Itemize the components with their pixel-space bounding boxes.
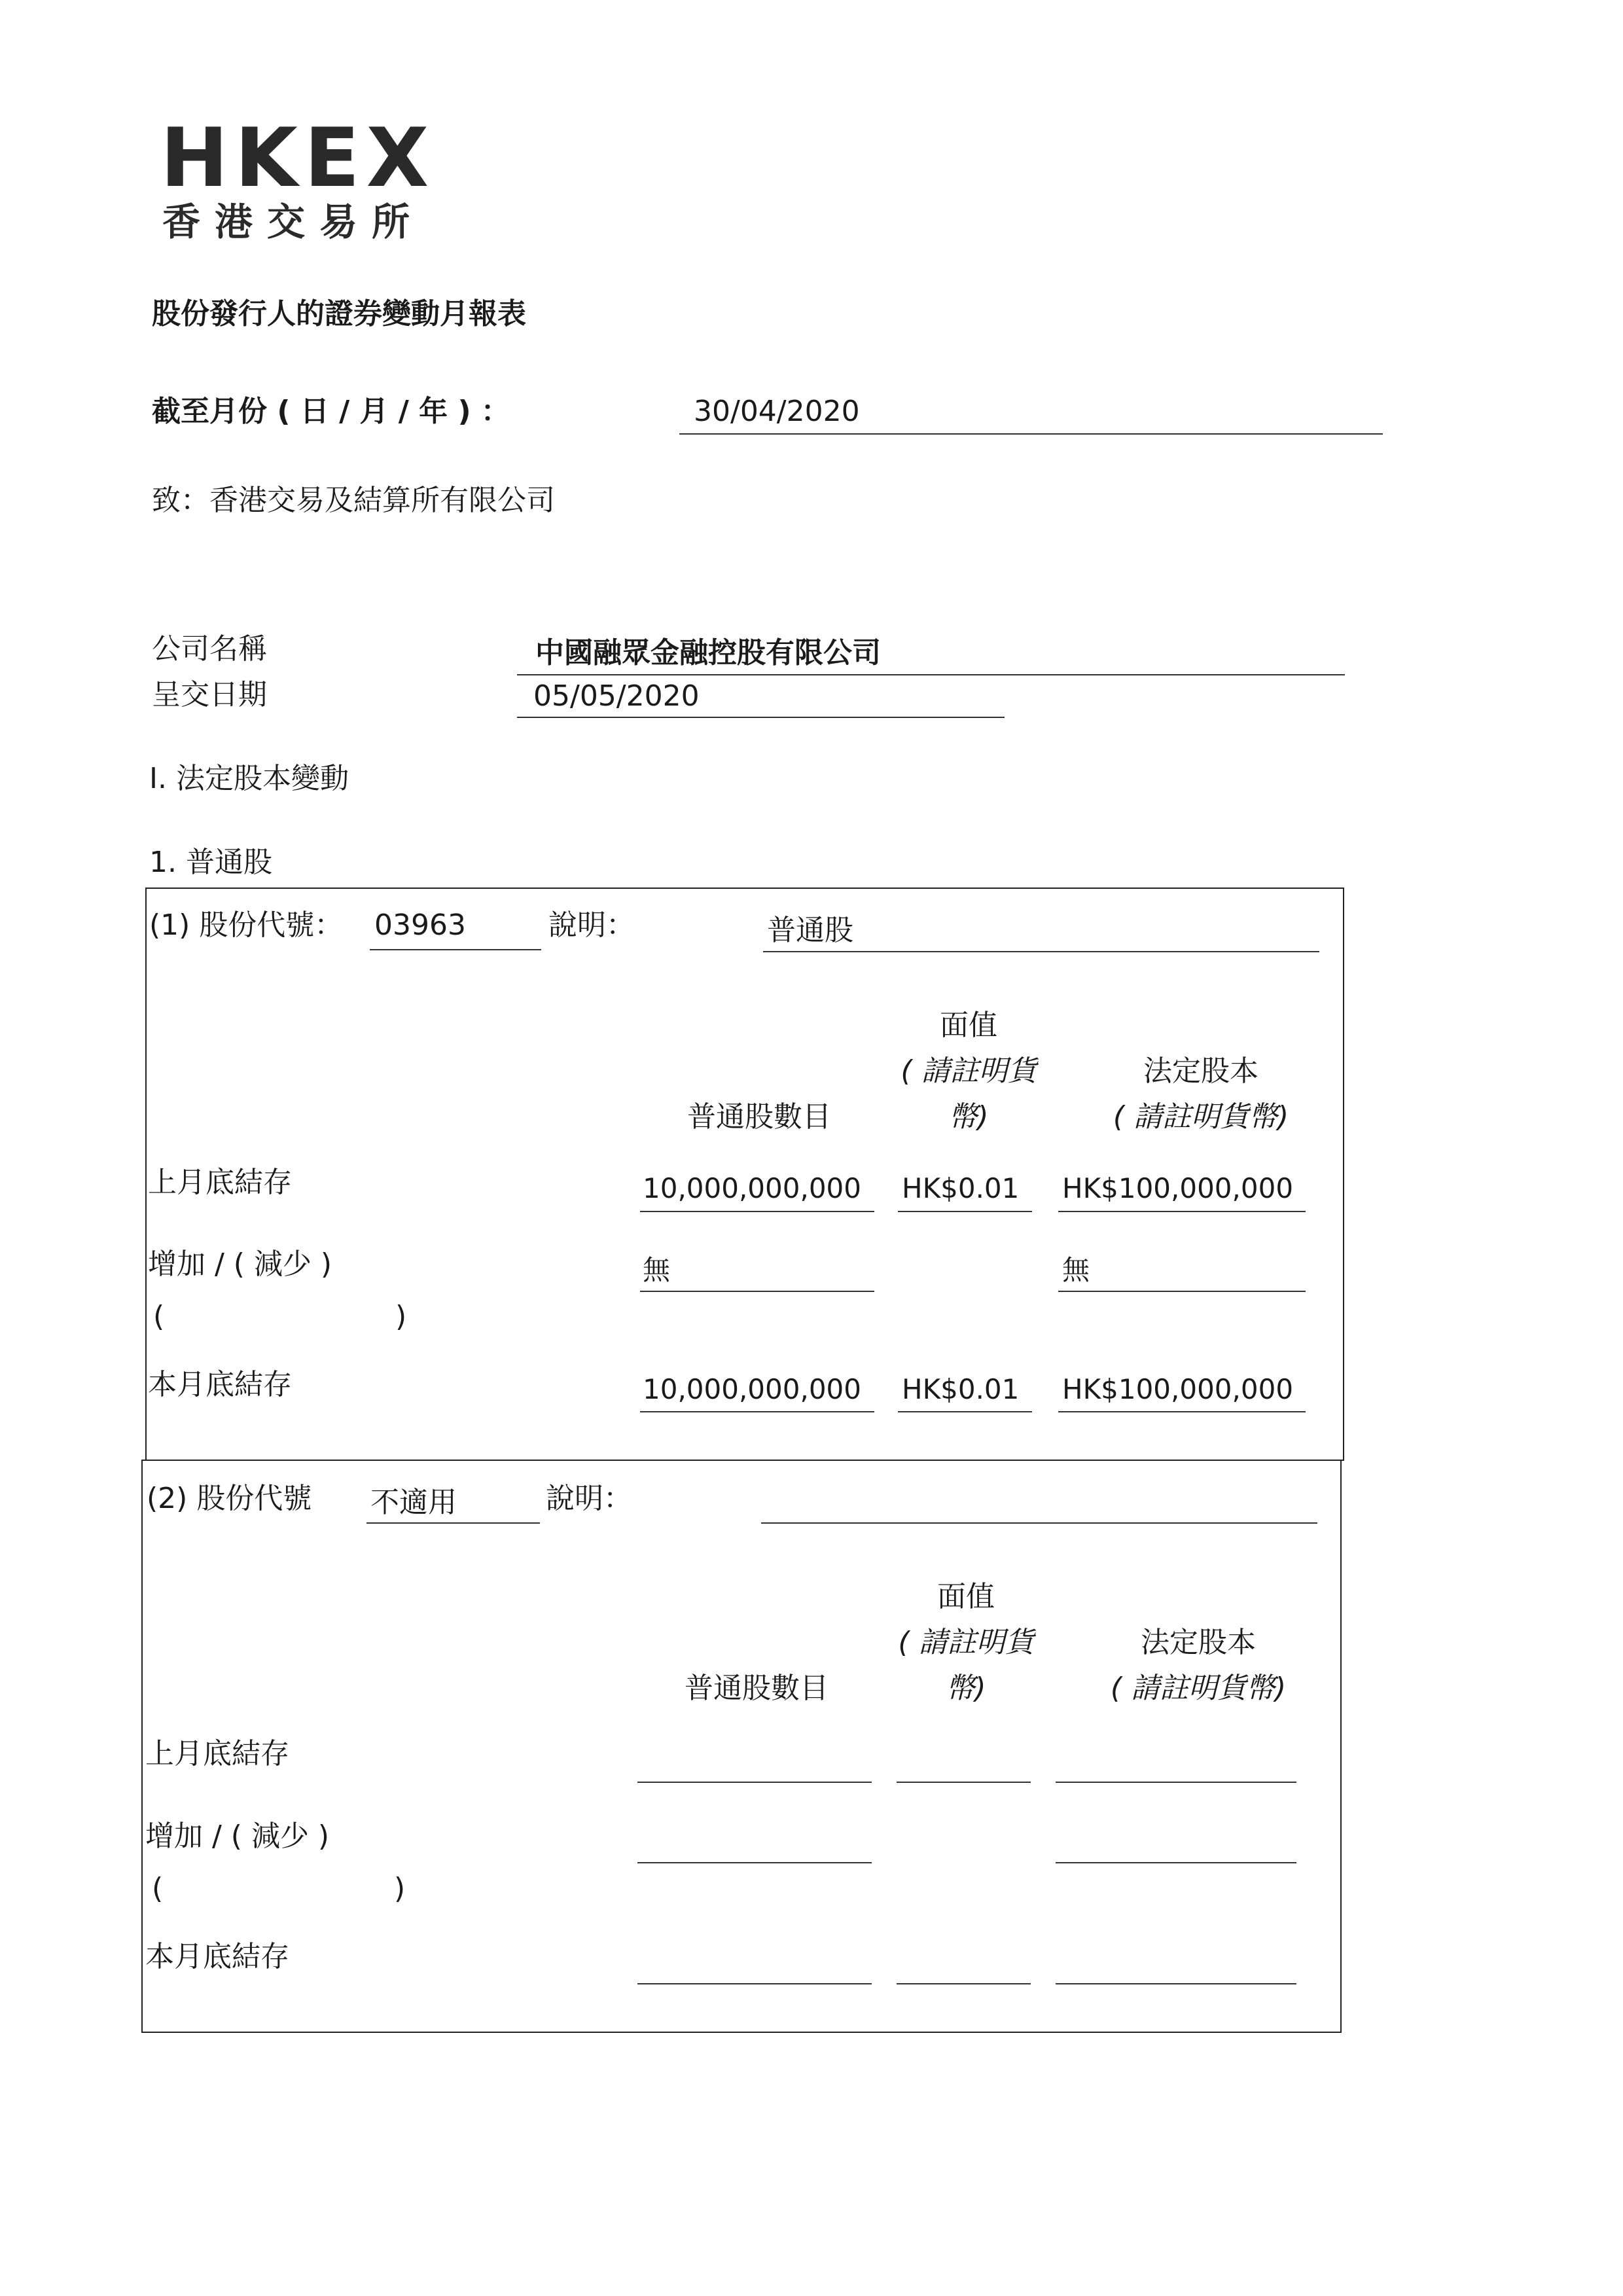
end-capital-value: HK$100,000,000	[1062, 1373, 1294, 1405]
end-shares-blank-2	[637, 1983, 872, 1984]
row-label-change-2: 增加 / ( 減少 )	[145, 1820, 330, 1853]
hkex-logo-chinese: 香港交易所	[162, 200, 425, 244]
hkex-logo: HKEX	[160, 111, 436, 206]
col-header-par-currency-2a: ( 請註明貨	[898, 1626, 1034, 1659]
end-par-underline	[898, 1411, 1032, 1412]
change-shares-underline	[640, 1291, 874, 1292]
share-code-label: (1) 股份代號：	[149, 908, 344, 942]
period-label: 截至月份 ( 日 / 月 / 年 ) ：	[152, 395, 510, 428]
col-header-number-of-shares: 普通股數目	[687, 1100, 831, 1134]
subsection-title: 1. 普通股	[149, 846, 272, 879]
prev-par-underline	[898, 1211, 1032, 1212]
submission-date-underline	[517, 717, 1005, 718]
col-header-authorised-capital: 法定股本	[1143, 1054, 1258, 1088]
end-par-value: HK$0.01	[902, 1373, 1020, 1405]
description-value: 普通股	[767, 914, 853, 947]
submission-date-label: 呈交日期	[152, 678, 267, 711]
prev-shares-value: 10,000,000,000	[643, 1172, 861, 1204]
form-title: 股份發行人的證券變動月報表	[152, 297, 526, 331]
period-value: 30/04/2020	[694, 395, 860, 428]
prev-par-value: HK$0.01	[902, 1172, 1020, 1204]
company-name-value: 中國融眾金融控股有限公司	[535, 636, 881, 670]
prev-shares-blank-2	[637, 1782, 872, 1783]
change-paren-close-2: )	[394, 1872, 406, 1905]
row-label-end-balance: 本月底結存	[148, 1368, 292, 1401]
col-header-par-value: 面值	[940, 1009, 997, 1042]
row-label-previous-balance-2: 上月底結存	[145, 1737, 289, 1770]
description-label-2: 說明：	[546, 1482, 632, 1515]
col-header-capital-currency-2: ( 請註明貨幣)	[1110, 1672, 1287, 1705]
row-label-end-balance-2: 本月底結存	[145, 1940, 289, 1973]
share-code-value: 03963	[374, 908, 466, 942]
prev-par-blank-2	[897, 1782, 1031, 1783]
col-header-number-of-shares-2: 普通股數目	[685, 1672, 829, 1705]
row-label-previous-balance: 上月底結存	[148, 1166, 292, 1199]
change-paren-open: (	[153, 1300, 165, 1333]
col-header-par-currency-2b: 幣)	[946, 1672, 986, 1705]
col-header-par-currency: ( 請註明貨	[901, 1054, 1037, 1088]
col-header-par-currency-2: 幣)	[948, 1100, 989, 1134]
share-code-label-2: (2) 股份代號	[147, 1482, 312, 1515]
end-shares-value: 10,000,000,000	[643, 1373, 861, 1405]
end-capital-underline	[1058, 1411, 1306, 1412]
share-class-box-2	[141, 1460, 1342, 2033]
period-underline	[679, 433, 1383, 435]
end-shares-underline	[640, 1411, 874, 1412]
change-shares-blank-2	[637, 1862, 872, 1863]
addressee-line: 致：香港交易及結算所有限公司	[152, 484, 555, 517]
description-label: 說明：	[548, 908, 635, 942]
company-name-underline	[517, 674, 1345, 675]
change-shares-value: 無	[643, 1254, 671, 1286]
change-paren-open-2: (	[152, 1872, 164, 1905]
prev-capital-underline	[1058, 1211, 1306, 1212]
section-title: I. 法定股本變動	[149, 762, 349, 795]
prev-capital-value: HK$100,000,000	[1062, 1172, 1294, 1204]
company-name-label: 公司名稱	[152, 632, 267, 666]
description-underline	[763, 951, 1319, 952]
change-capital-underline	[1058, 1291, 1306, 1292]
change-paren-close: )	[395, 1300, 407, 1333]
share-code-value-2: 不適用	[370, 1486, 457, 1519]
change-capital-value: 無	[1062, 1254, 1090, 1286]
prev-shares-underline	[640, 1211, 874, 1212]
col-header-authorised-capital-2: 法定股本	[1141, 1626, 1256, 1659]
row-label-change: 增加 / ( 減少 )	[148, 1247, 332, 1281]
share-code-underline	[370, 949, 541, 950]
col-header-par-value-2: 面值	[937, 1580, 995, 1613]
end-capital-blank-2	[1056, 1983, 1296, 1984]
submission-date-value: 05/05/2020	[533, 679, 700, 713]
change-capital-blank-2	[1056, 1862, 1296, 1863]
end-par-blank-2	[897, 1983, 1031, 1984]
col-header-capital-currency: ( 請註明貨幣)	[1113, 1100, 1289, 1134]
share-code-underline-2	[366, 1522, 540, 1524]
prev-capital-blank-2	[1056, 1782, 1296, 1783]
description-underline-2	[761, 1522, 1317, 1524]
